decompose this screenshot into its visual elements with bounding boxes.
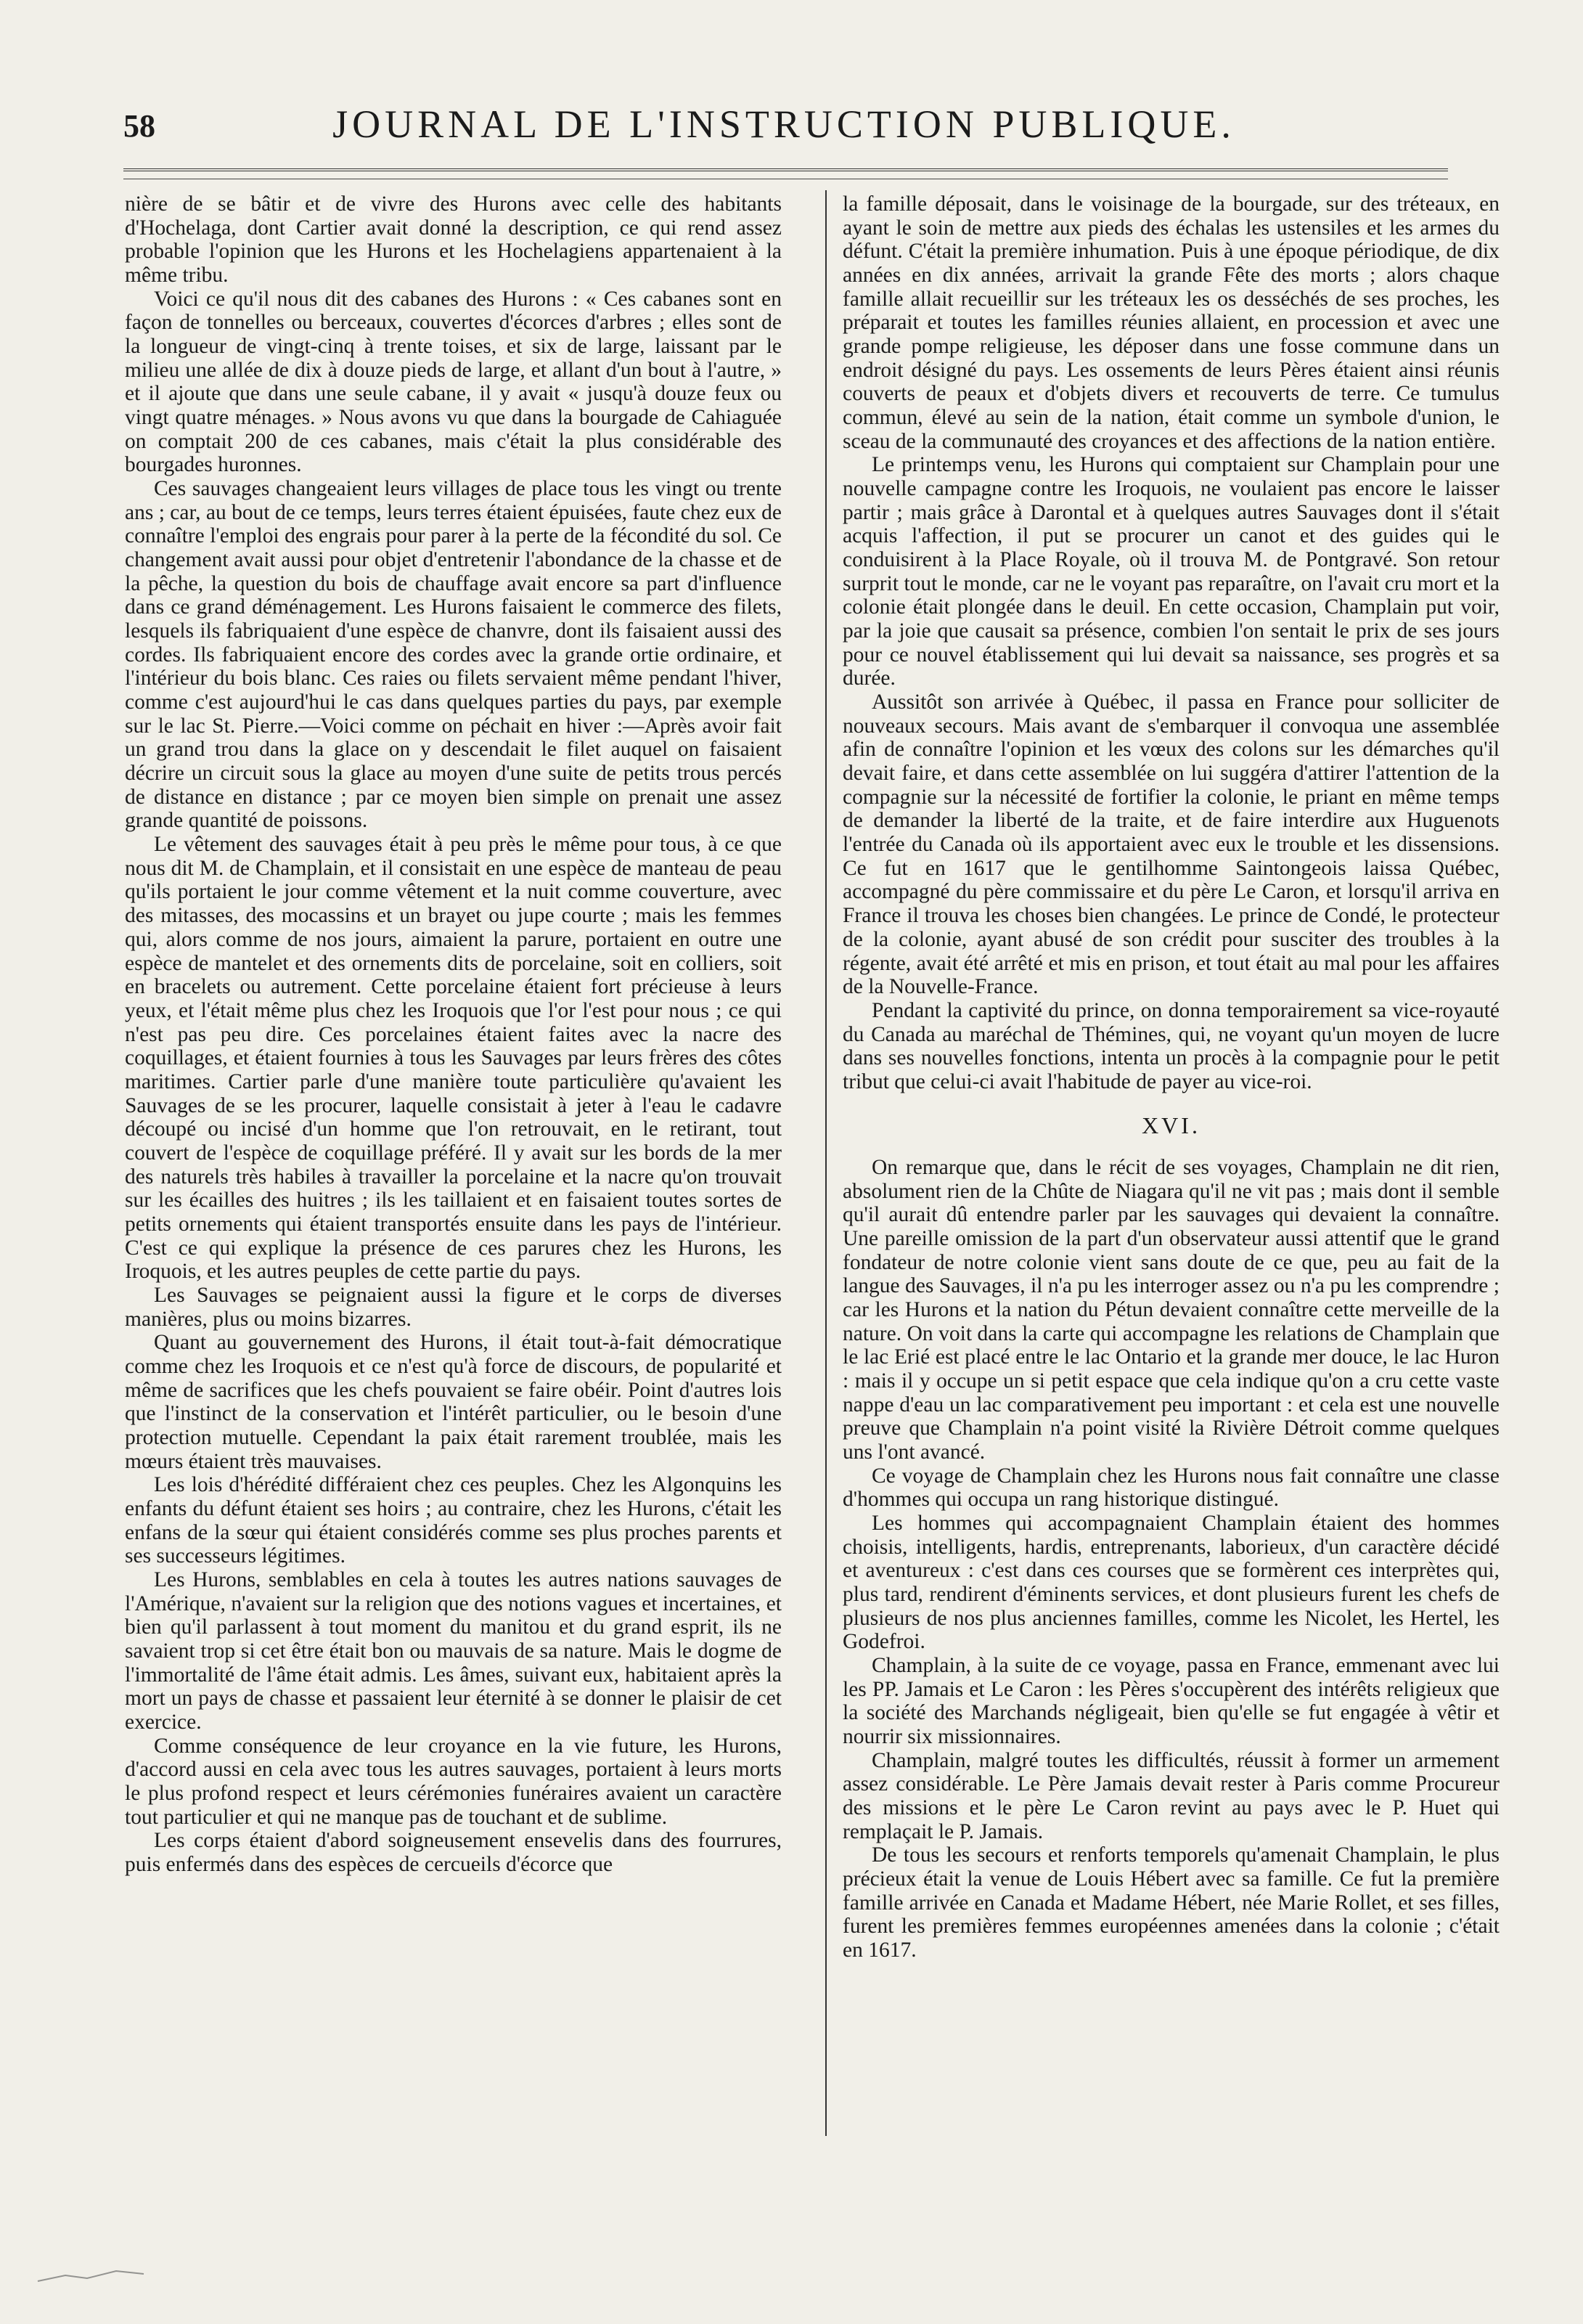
paragraph: Ce voyage de Champlain chez les Hurons nous fait connaître une classe d'hommes qui occupa un rang historique distingué. [843,1464,1500,1512]
page-header [123,102,1444,167]
paragraph: Les corps étaient d'abord soigneusement ensevelis dans des fourrures, puis enfermés dans des espèces de cercueils d'écorce que [125,1829,782,1877]
paragraph: Les Sauvages se peignaient aussi la figure et le corps de diverses manières, plus ou moins bizarres. [125,1283,782,1331]
right-column [843,192,1500,1962]
paragraph: Le printemps venu, les Hurons qui comptaient sur Champlain pour une nouvelle campagne contre les Iroquois, ne voulaient pas encore le laisser partir ; mais grâce à Darontal et à quelques autres Sauvages dont il s'était acquis l'affection, il put se procurer un canot et des guides qui le conduisirent à la Place Royale, où il trouva M. de Pontgravé. Son retour surprit tout le monde, car ne le voyant pas reparaître, on l'avait cru mort et la colonie était plongée dans le deuil. En cette occasion, Champlain put voir, par la joie que causait sa présence, combien l'on sentait le prix de ses jours pour ce nouvel établissement qui lui devait sa naissance, ses progrès et sa durée. [843,453,1500,690]
paragraph: Ces sauvages changeaient leurs villages de place tous les vingt ou trente ans ; car, au bout de ce temps, leurs terres étaient épuisées, faute chez eux de connaître l'emploi des engrais pour parer à la perte de la fécondité du sol. Ce changement avait aussi pour objet d'entretenir l'abondance de la chasse et de la pêche, la question du bois de chauffage avait encore sa part d'influence dans ce grand déménagement. Les Hurons faisaient le commerce des filets, lesquels ils fabriquaient d'une espèce de chanvre, dont ils faisaient aussi des cordes. Ils fabriquaient encore des cordes avec la grande ortie ordinaire, et l'intérieur du bois blanc. Ces raies ou filets servaient même pendant l'hiver, comme c'est aujourd'hui le cas dans quelques parties du pays, par exemple sur le lac St. Pierre.—Voici comme on péchait en hiver :—Après avoir fait un grand trou dans la glace on y descendait le filet auquel on faisaient décrire un circuit sous la glace au moyen d'une suite de petits trous percés de distance en distance ; par ce moyen bien simple on prenait une assez grande quantité de poissons. [125,477,782,833]
page-number: 58 [123,108,155,144]
column-divider [825,190,827,2136]
paragraph: Les Hurons, semblables en cela à toutes les autres nations sauvages de l'Amérique, n'avaient sur la religion que des notions vagues et incertaines, et bien qu'il parlassent à tout moment du manitou et du grand esprit, ils ne savaient trop si cet être était bon ou mauvais de sa nature. Mais le dogme de l'immortalité de l'âme était admis. Les âmes, suivant eux, habitaient après la mort un pays de chasse et passaient leur éternité à se donner le plaisir de cet exercice. [125,1567,782,1734]
paragraph: Pendant la captivité du prince, on donna temporairement sa vice-royauté du Canada au maréchal de Thémines, qui, ne voyant qu'un moyen de lucre dans ses nouvelles fonctions, intenta un procès à la compagnie pour le petit tribut que celui-ci avait l'habitude de payer au vice-roi. [843,998,1500,1093]
paragraph: Voici ce qu'il nous dit des cabanes des Hurons : « Ces cabanes sont en façon de tonnelles ou berceaux, couvertes d'écorces d'arbres ; elles sont de la longueur de vingt-cinq à trente toises, et six de large, laissant par le milieu une allée de dix à douze pieds de large, et allant d'un bout à l'autre, » et il ajoute que dans une seule cabane, il y avait « jusqu'à douze feux ou vingt quatre ménages. » Nous avons vu que dans la bourgade de Cahiaguée on comptait 200 de ces cabanes, mais c'était la plus considérable des bourgades huronnes. [125,287,782,477]
paragraph: Le vêtement des sauvages était à peu près le même pour tous, à ce que nous dit M. de Champlain, et il consistait en une espèce de manteau de peau qu'ils portaient le jour comme vêtement et la nuit comme couverture, avec des mitasses, des mocassins et un brayet ou jupe courte ; mais les femmes qui, alors comme de nos jours, aimaient la parure, portaient en outre une espèce de mantelet et des ornements dits de porcelaine, soit en colliers, soit en bracelets ou autrement. Cette porcelaine étaient fort précieuse à leurs yeux, et l'était même plus chez les Iroquois que l'or l'est pour nous ; ce qui n'est pas peu dire. Ces porcelaines étaient faites avec la nacre des coquillages, et étaient fournies à tous les Sauvages par leurs frères des côtes maritimes. Cartier parle d'une manière toute particulière qu'avaient les Sauvages de se les procurer, laquelle consistait à jeter à l'eau le cadavre découpé ou incisé d'un homme que l'on retrouvait, en le retirant, tout couvert de l'espèce de coquillage préféré. Il y avait sur les bords de la mer des naturels très habiles à travailler la porcelaine et la nacre qu'on trouvait sur les écailles des huitres ; ils les taillaient et en faisaient toutes sortes de petits ornements qui étaient transportés ensuite dans les pays de l'intérieur. C'est ce qui explique la présence de ces parures chez les Hurons, les Iroquois, et les autres peuples de cette partie du pays. [125,833,782,1284]
paragraph: Les lois d'hérédité différaient chez ces peuples. Chez les Algonquins les enfants du défunt étaient ses hoirs ; au contraire, chez les Hurons, c'était les enfans de la sœur qui étaient considérés comme ses plus proches parents et ses successeurs légitimes. [125,1473,782,1568]
paragraph: Comme conséquence de leur croyance en la vie future, les Hurons, d'accord aussi en cela avec tous les autres sauvages, portaient à leurs morts le plus profond respect et leurs cérémonies funéraires avaient un caractère tout particulier et qui ne manque pas de touchant et de sublime. [125,1734,782,1829]
left-column [125,192,782,1877]
paragraph: De tous les secours et renforts temporels qu'amenait Champlain, le plus précieux était la venue de Louis Hébert avec sa famille. Ce fut la première famille arrivée en Canada et Madame Hébert, née Marie Rollet, et ses filles, furent les premières femmes européennes amenées dans la colonie ; c'était en 1617. [843,1843,1500,1962]
paragraph: Champlain, à la suite de ce voyage, passa en France, emmenant avec lui les PP. Jamais et Le Caron : les Pères s'occupèrent des intérêts religieux que la société des Marchands négligeait, bien qu'elle se fut engagée à vêtir et nourrir six missionnaires. [843,1654,1500,1749]
scan-smudge [36,2265,145,2287]
paragraph: nière de se bâtir et de vivre des Hurons avec celle des habitants d'Hochelaga, dont Cartier avait donné la description, ce qui rend assez probable l'opinion que les Hurons et les Hochelagiens appartenaient à la même tribu. [125,192,782,288]
paragraph: Aussitôt son arrivée à Québec, il passa en France pour solliciter de nouveaux secours. Mais avant de s'embarquer il convoqua une assemblée afin de connaître l'opinion et les vœux des colons sur les démarches qu'il devait faire, et dans cette assemblée on lui suggéra d'attirer l'attention de la compagnie sur la nécessité de fortifier la colonie, le priant en même temps de demander la liberté de la traite, et de faire interdire aux Huguenots l'entrée du Canada où ils apportaient avec eux le trouble et les dissensions. Ce fut en 1617 que le gentilhomme Saintongeois laissa Québec, accompagné du père commissaire et du père Le Caron, et lorsqu'il arriva en France il trouva les choses bien changées. Le prince de Condé, le protecteur de la colonie, ayant abusé de son crédit pour susciter des troubles à la régente, avait été arrêté et mis en prison, et tout était au mal pour les affaires de la Nouvelle-France. [843,690,1500,999]
paragraph: Champlain, malgré toutes les difficultés, réussit à former un armement assez considérable. Le Père Jamais devait rester à Paris comme Procureur des missions et le père Le Caron revint au pays avec le P. Huet qui remplaçait le P. Jamais. [843,1748,1500,1843]
paragraph: la famille déposait, dans le voisinage de la bourgade, sur des tréteaux, en ayant le soin de mettre aux pieds des échalas les ustensiles et les armes du défunt. C'était la première inhumation. Puis à une époque périodique, de dix années en dix années, arrivait la grande Fête des morts ; alors chaque famille allait recueillir sur les tréteaux les os desséchés de ses proches, les préparait et toutes les familles réunies allaient, en procession et avec une grande pompe religieuse, les déposer dans une fosse commune dans un endroit désigné du pays. Les ossements de leurs Pères étaient ainsi réunis couverts de peaux et d'objets divers et recouverts de terre. Ce tumulus commun, élevé au sein de la nation, était comme un symbole d'union, le sceau de la communauté des croyances et des affections de la nation entière. [843,192,1500,453]
paragraph: Quant au gouvernement des Hurons, il était tout-à-fait démocratique comme chez les Iroquois et ce n'est qu'à force de discours, de popularité et même de sacrifices que les chefs pouvaient se faire obéir. Point d'autres lois que l'instinct de la conservation et l'intérêt particulier, ou le besoin d'une protection mutuelle. Cependant la paix était rarement troublée, mais les mœurs étaient très mauvaises. [125,1331,782,1473]
journal-title: JOURNAL DE L'INSTRUCTION PUBLIQUE. [332,102,1235,146]
section-heading: XVI. [1142,1112,1200,1138]
paragraph: Les hommes qui accompagnaient Champlain étaient des hommes choisis, intelligents, hardis, entreprenants, laborieux, d'un caractère décidé et aventureux : c'est dans ces courses que se formèrent ces interprètes qui, plus tard, rendirent d'éminents services, et dont plusieurs furent les chefs de plusieurs de nos plus anciennes familles, comme les Nicolet, les Hertel, les Godefroi. [843,1512,1500,1654]
header-rule [123,168,1448,171]
paragraph: On remarque que, dans le récit de ses voyages, Champlain ne dit rien, absolument rien de la Chûte de Niagara qu'il ne vit pas ; mais dont il semble qu'il aurait dû entendre parler par les sauvages qui devaient la connaître. Une pareille omission de la part d'un observateur aussi attentif que le grand fondateur de notre colonie vient sans doute de ce que, peu au fait de la langue des Sauvages, il n'a pu les interroger assez ou n'a pu les comprendre ; car les Hurons et la nation du Pétun devaient connaître cette merveille de la nature. On voit dans la carte qui accompagne les relations de Champlain que le lac Erié est placé entre le lac Ontario et la grande mer douce, le lac Huron : mais il y occupe un si petit espace que cela indique qu'on a cru cette vaste nappe d'eau un lac comparativement peu important : et cela est une nouvelle preuve que Champlain n'a point visité la Rivière Détroit comme quelques uns l'ont avancé. [843,1155,1500,1464]
